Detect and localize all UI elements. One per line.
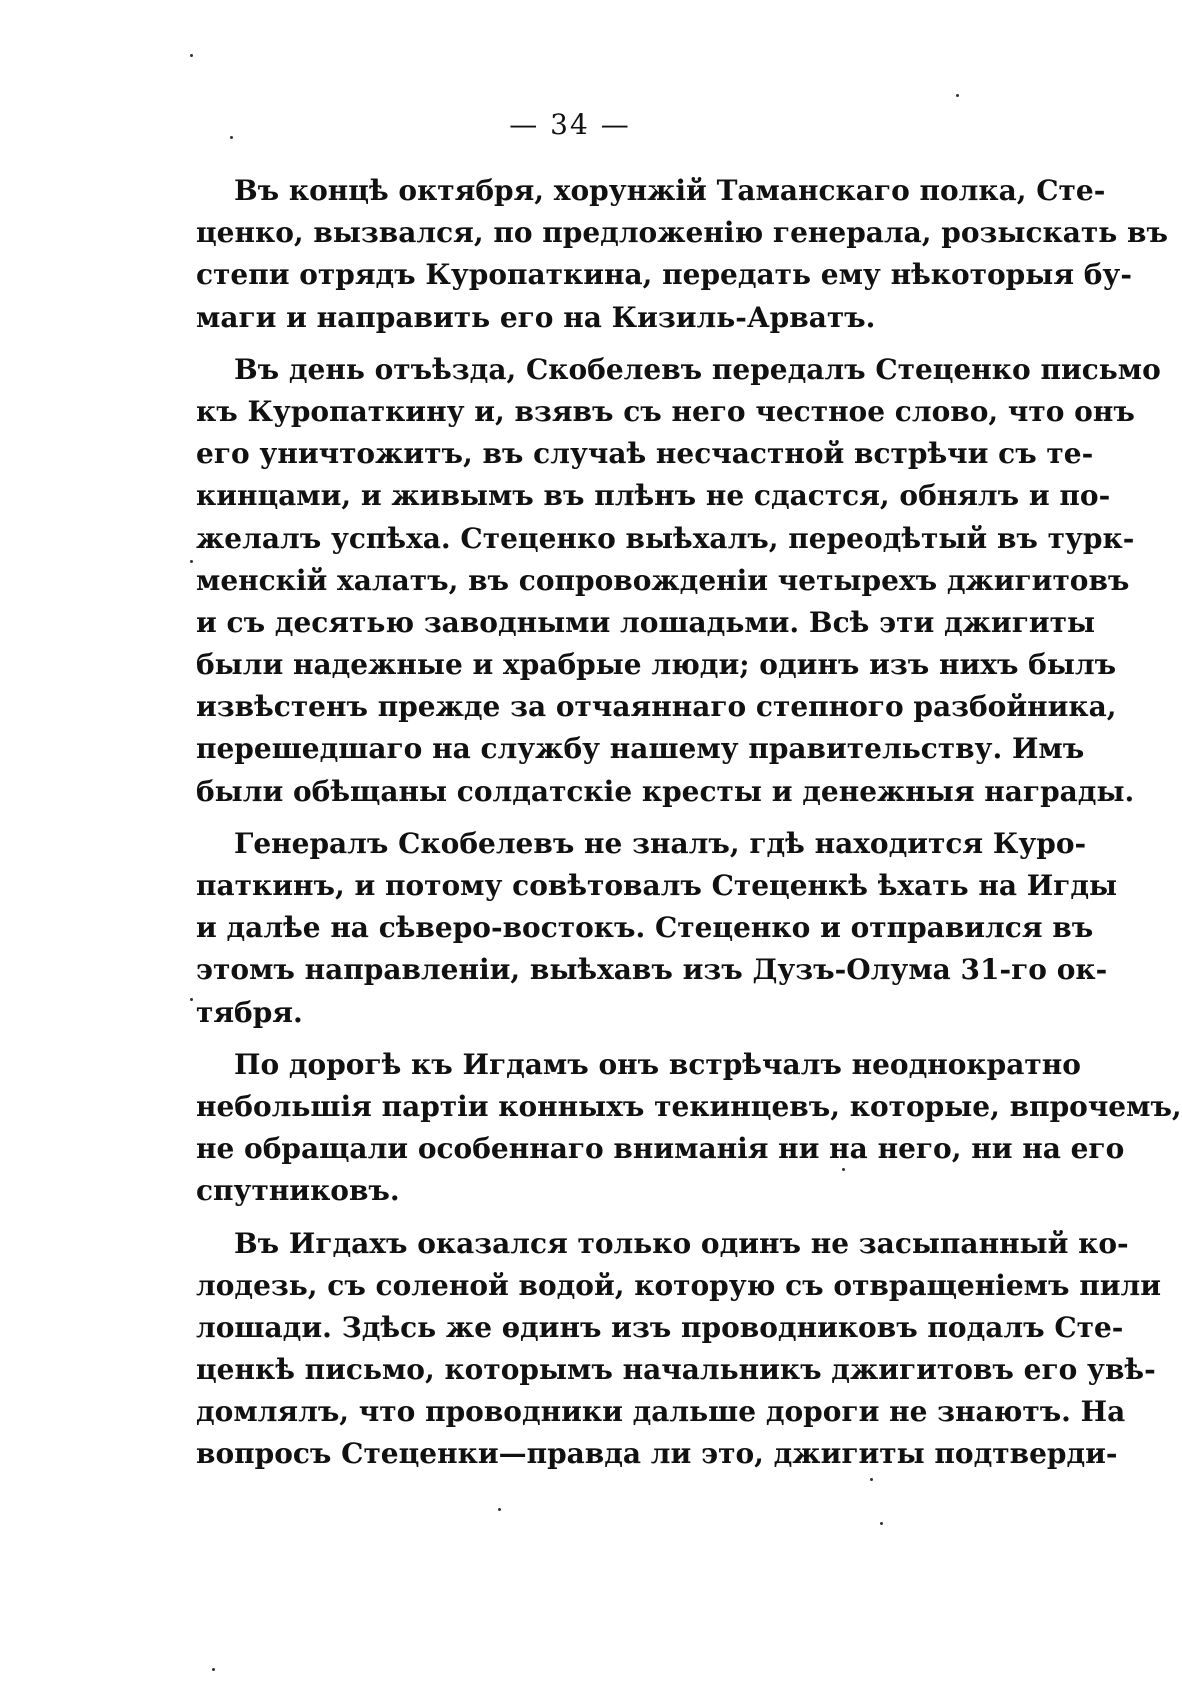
text-line: ценкѣ письмо, которымъ начальникъ джигитовъ его увѣ- bbox=[196, 1353, 1156, 1387]
scan-speck bbox=[880, 1522, 883, 1525]
text-line: паткинъ, и потому совѣтовалъ Стеценкѣ ѣхать на Игды bbox=[196, 869, 1118, 902]
scan-speck bbox=[190, 998, 193, 1001]
scan-speck bbox=[190, 560, 193, 563]
text-line: степи отрядъ Куропаткина, передать ему нѣкоторыя бу- bbox=[196, 258, 1132, 292]
text-line: и далѣе на сѣверо-востокъ. Стеценко и отправился въ bbox=[196, 911, 1094, 945]
scan-speck bbox=[842, 1168, 845, 1171]
scan-speck bbox=[498, 1508, 501, 1511]
text-line: желалъ успѣха. Стеценко выѣхалъ, переодѣтый въ турк- bbox=[196, 521, 1135, 555]
text-line: Въ Игдахъ оказался только одинъ не засыпанный ко- bbox=[234, 1226, 1129, 1260]
text-line: были надежные и храбрые люди; одинъ изъ нихъ былъ bbox=[196, 648, 1117, 682]
text-line: Въ день отъѣзда, Скобелевъ передалъ Стеценко письмо bbox=[234, 352, 1161, 386]
scan-speck bbox=[190, 54, 193, 57]
text-line: По дорогѣ къ Игдамъ онъ встрѣчалъ неоднократно bbox=[234, 1047, 1081, 1081]
text-line: извѣстенъ прежде за отчаяннаго степного разбойника, bbox=[196, 690, 1117, 724]
text-line: лошади. Здѣсь же ѳдинъ изъ проводниковъ подалъ Сте- bbox=[196, 1310, 1124, 1344]
scan-speck bbox=[212, 1668, 215, 1671]
text-line: вопросъ Стеценки—правда ли это, джигиты подтверди- bbox=[196, 1437, 1118, 1471]
text-line: его уничтожитъ, въ случаѣ несчастной встрѣчи съ те- bbox=[196, 437, 1094, 471]
text-line: маги и направить его на Кизиль-Арватъ. bbox=[196, 300, 876, 334]
text-line: были обѣщаны солдатскіе кресты и денежныя награды. bbox=[196, 774, 1135, 808]
text-line: къ Куропаткину и, взявъ съ него честное слово, что онъ bbox=[196, 394, 1135, 428]
text-line: тября. bbox=[196, 995, 303, 1029]
text-line: менскій халатъ, въ сопровожденіи четырехъ джигитовъ bbox=[196, 563, 1130, 597]
text-line: Генералъ Скобелевъ не зналъ, гдѣ находится Куро- bbox=[234, 826, 1087, 860]
body-text bbox=[196, 170, 1182, 1476]
page-number: — 34 — bbox=[509, 108, 631, 141]
text-line: кинцами, и живымъ въ плѣнъ не сдастся, обнялъ и по- bbox=[196, 479, 1111, 513]
text-line: домлялъ, что проводники дальше дороги не знаютъ. На bbox=[196, 1395, 1126, 1429]
text-line: небольшія партіи конныхъ текинцевъ, которые, впрочемъ, bbox=[196, 1089, 1182, 1123]
scan-speck bbox=[230, 136, 233, 139]
scan-speck bbox=[870, 1478, 873, 1481]
text-line: этомъ направленіи, выѣхавъ изъ Дузъ-Олума 31-го ок- bbox=[196, 953, 1108, 987]
text-line: Въ концѣ октября, хорунжій Таманскаго полка, Сте- bbox=[234, 174, 1106, 207]
text-line: спутниковъ. bbox=[196, 1174, 400, 1208]
text-line: перешедшаго на службу нашему правительству. Имъ bbox=[196, 732, 1085, 766]
text-line: ценко, вызвался, по предложенію генерала, розыскать въ bbox=[196, 216, 1168, 250]
text-line: не обращали особеннаго вниманія ни на него, ни на его bbox=[196, 1132, 1125, 1166]
scan-speck bbox=[956, 94, 959, 97]
text-line: лодезь, съ соленой водой, которую съ отвращеніемъ пили bbox=[196, 1268, 1161, 1302]
text-line: и съ десятью заводными лошадьми. Всѣ эти джигиты bbox=[196, 605, 1096, 639]
